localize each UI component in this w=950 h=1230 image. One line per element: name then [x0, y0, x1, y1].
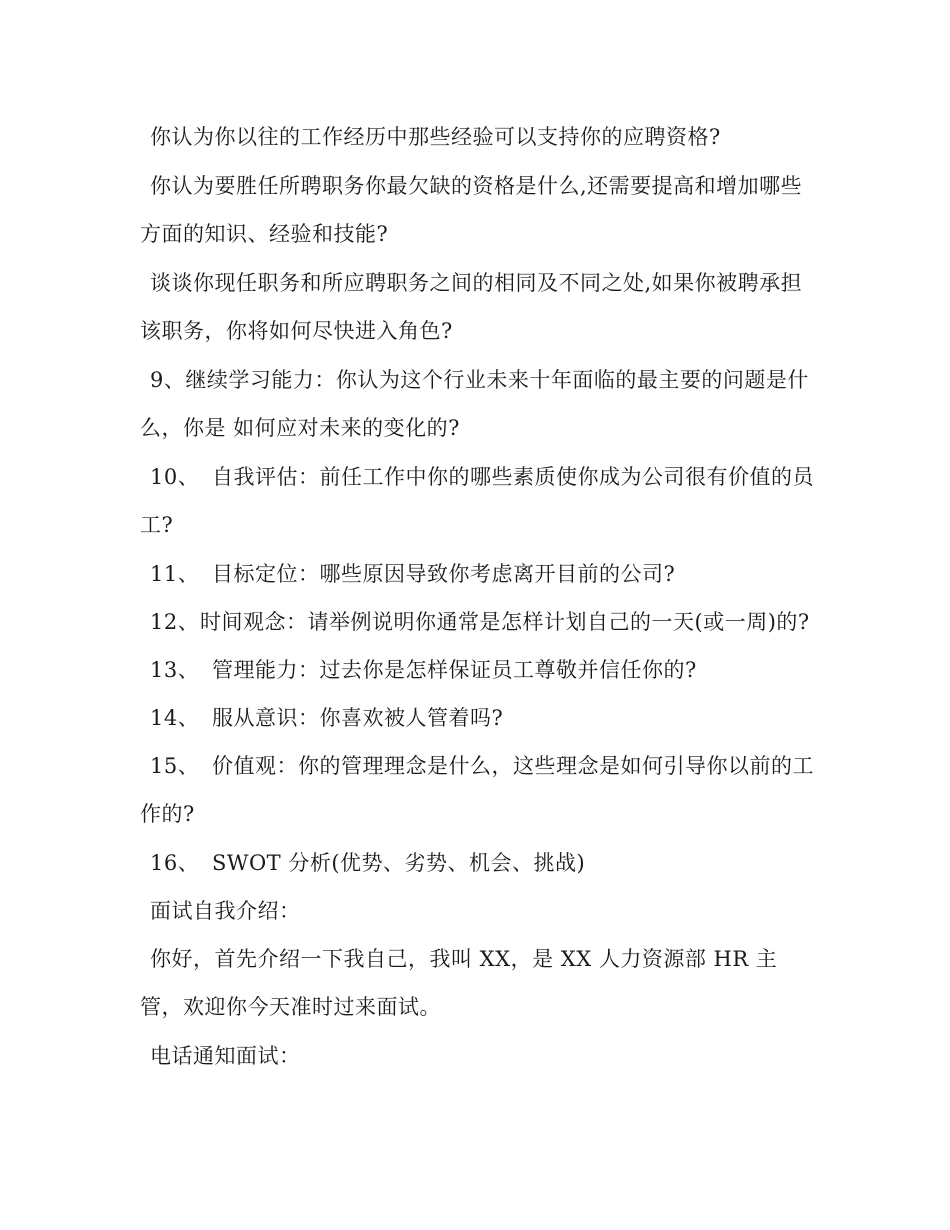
item-number: 14、	[150, 706, 200, 730]
paragraph-text: 9、继续学习能力：你认为这个行业未来十年面临的最主要的问题是什么，你是 如何应对未来的变化的?	[140, 368, 809, 440]
paragraph-item-14	[140, 694, 820, 742]
paragraph-item-16	[140, 839, 820, 887]
paragraph-item-12	[140, 598, 820, 646]
paragraph-text: 谈谈你现任职务和所应聘职务之间的相同及不同之处,如果你被聘承担该职务，你将如何尽快进入角色?	[140, 271, 803, 343]
paragraph-text: 你认为要胜任所聘职务你最欠缺的资格是什么,还需要提高和增加哪些方面的知识、经验和技能?	[140, 174, 803, 246]
paragraph-item-10	[140, 453, 820, 549]
paragraph-text: 服从意识：你喜欢被人管着吗?	[212, 706, 504, 730]
paragraph-text: 价值观：你的管理理念是什么，这些理念是如何引导你以前的工作的?	[140, 754, 814, 826]
paragraph-role-comparison	[140, 259, 820, 355]
paragraph-text: 你好，首先介绍一下我自己，我叫 XX，是 XX 人力资源部 HR 主管，欢迎你今天准时过来面试。	[140, 947, 778, 1019]
item-number: 15、	[150, 754, 200, 778]
item-number: 10、	[150, 465, 200, 489]
paragraph-text: 面试自我介绍：	[150, 899, 301, 923]
item-number: 11、	[150, 562, 200, 586]
item-number: 16、	[150, 851, 200, 875]
paragraph-item-15	[140, 742, 820, 838]
paragraph-text: SWOT 分析(优势、劣势、机会、挑战)	[212, 851, 586, 875]
paragraph-item-11	[140, 550, 820, 598]
paragraph-text: 你认为你以往的工作经历中那些经验可以支持你的应聘资格?	[150, 125, 721, 149]
paragraph-item-9	[140, 356, 820, 452]
paragraph-lacking-qualifications	[140, 162, 820, 258]
item-number: 12、	[150, 610, 200, 634]
item-number: 13、	[150, 658, 200, 682]
paragraph-text: 电话通知面试：	[150, 1044, 301, 1068]
paragraph-text: 自我评估：前任工作中你的哪些素质使你成为公司很有价值的员工?	[140, 465, 814, 537]
paragraph-item-13	[140, 646, 820, 694]
paragraph-text: 目标定位：哪些原因导致你考虑离开目前的公司?	[212, 562, 676, 586]
heading-self-introduction	[140, 887, 820, 935]
paragraph-greeting	[140, 935, 820, 1031]
paragraph-experience-support	[140, 113, 820, 161]
paragraph-text: 管理能力：过去你是怎样保证员工尊敬并信任你的?	[212, 658, 697, 682]
heading-phone-notification	[140, 1032, 820, 1080]
paragraph-text: 时间观念：请举例说明你通常是怎样计划自己的一天(或一周)的?	[200, 610, 810, 634]
